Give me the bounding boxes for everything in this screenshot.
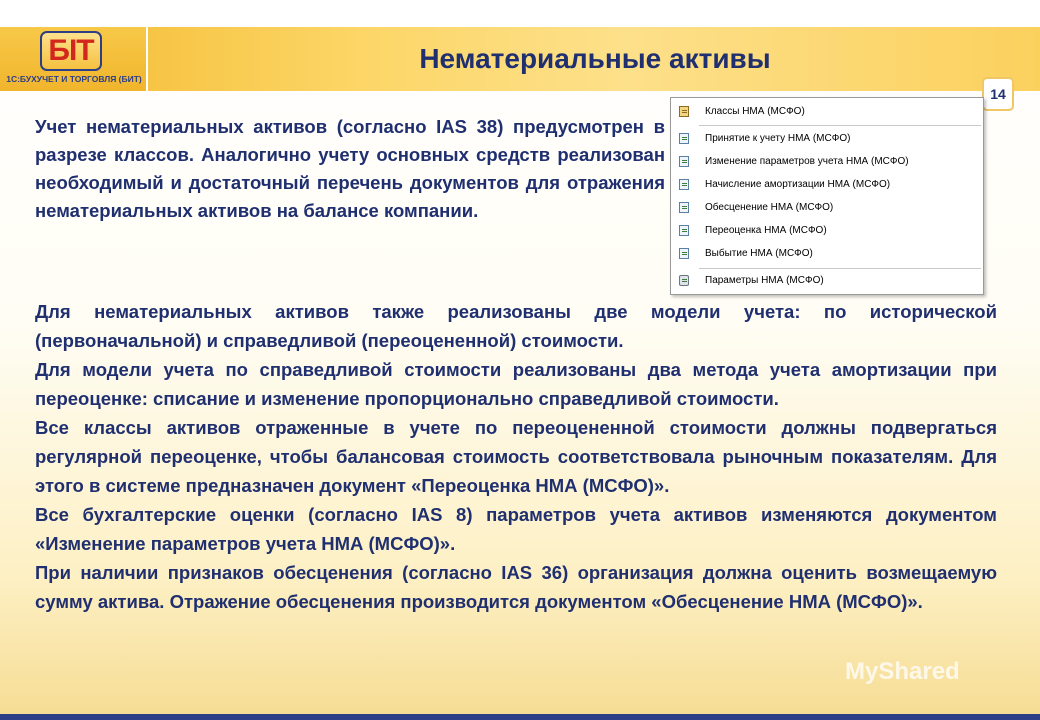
menu-item-label: Выбытие НМА (МСФО) (705, 248, 813, 259)
bottom-bar (0, 714, 1040, 720)
body-paragraph: Все бухгалтерские оценки (согласно IAS 8) параметров учета активов изменяются документом «Изменение параметров учета НМА (МСФО)». (35, 504, 997, 554)
logo (0, 27, 148, 91)
menu-item-disposal[interactable] (673, 244, 981, 264)
settings-icon (679, 275, 689, 286)
body-paragraph: Для модели учета по справедливой стоимости реализованы два метода учета амортизации при переоценке: списание и изменение пропорционально справедливой стоимости. (35, 359, 997, 409)
document-icon (679, 156, 689, 167)
document-icon (679, 248, 689, 259)
body-paragraph: Все классы активов отраженные в учете по переоцененной стоимости должны подвергаться регулярной переоценке, чтобы балансовая стоимость соответствовала рыночным показателям. Для этого в системе предназначен документ «Переоценка НМА (МСФО)». (35, 417, 997, 496)
menu-item-amortization[interactable] (673, 175, 981, 195)
menu-item-label: Обесценение НМА (МСФО) (705, 202, 834, 213)
menu-panel (670, 97, 984, 295)
page-number: 14 (982, 77, 1014, 111)
menu-item-impairment[interactable] (673, 198, 981, 218)
document-icon (679, 202, 689, 213)
body-paragraph: При наличии признаков обесценения (согласно IAS 36) организация должна оценить возмещаемую сумму актива. Отражение обесценения производится документом «Обесценение НМА (МСФО)». (35, 562, 997, 612)
menu-item-acceptance[interactable] (673, 129, 981, 149)
logo-caption: 1С:БУХУЧЕТ И ТОРГОВЛЯ (БИТ) (6, 74, 142, 84)
page-title: Нематериальные активы (419, 43, 771, 74)
watermark: MyShared (845, 658, 960, 685)
menu-item-label: Принятие к учету НМА (МСФО) (705, 133, 851, 144)
catalog-icon (679, 106, 689, 117)
document-icon (679, 179, 689, 190)
document-icon (679, 225, 689, 236)
menu-item-revaluation[interactable] (673, 221, 981, 241)
menu-item-change-params[interactable] (673, 152, 981, 172)
menu-separator (699, 268, 981, 269)
document-icon (679, 133, 689, 144)
logo-mark (40, 31, 102, 71)
body-paragraph: Для нематериальных активов также реализованы две модели учета: по исторической (первоначальной) и справедливой (переоцененной) стоимости. (35, 301, 997, 351)
menu-item-label: Начисление амортизации НМА (МСФО) (705, 179, 891, 190)
top-strip (0, 0, 1040, 27)
intro-text: Учет нематериальных активов (согласно IAS 38) предусмотрен в разрезе классов. Аналогично учету основных средств реализован необходимый и достаточный перечень документов для отражения нематериальных активов на балансе компании. (35, 116, 665, 221)
menu-item-classes[interactable] (673, 102, 981, 122)
menu-item-label: Параметры НМА (МСФО) (705, 275, 824, 286)
menu-item-label: Переоценка НМА (МСФО) (705, 225, 827, 236)
menu-separator (699, 125, 981, 126)
menu-item-parameters[interactable] (673, 271, 981, 291)
menu-item-label: Классы НМА (МСФО) (705, 106, 805, 117)
body-text (35, 297, 997, 616)
menu-item-label: Изменение параметров учета НМА (МСФО) (705, 156, 909, 167)
logo-text: БIТ (48, 34, 94, 67)
